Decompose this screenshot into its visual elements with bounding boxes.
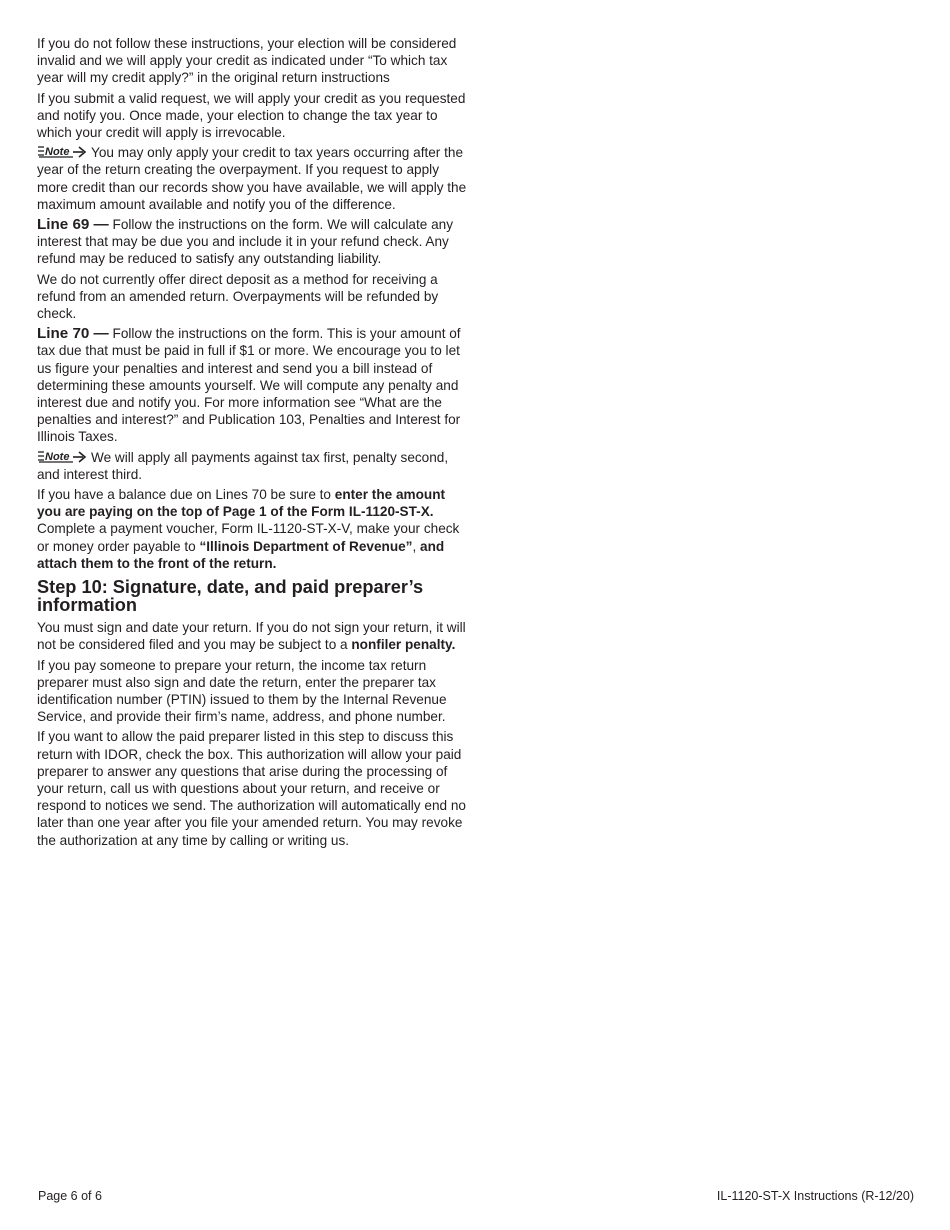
line-69-paragraph — [37, 216, 469, 268]
paragraph-valid-request: If you submit a valid request, we will apply your credit as you requested and notify you. Once made, your election to change the tax year to which your credit will apply is irrevocable. — [37, 90, 466, 141]
note-arrow-icon — [37, 144, 89, 158]
paragraph-paid-preparer: If you pay someone to prepare your return, the income tax return preparer must also sign and date the return, enter the preparer tax identification number (PTIN) issued to them by the Internal Revenue Service, and provide their firm’s name, address, and phone number. — [37, 657, 447, 725]
note-label: Note — [45, 146, 70, 159]
line-70-heading: Line 70 — — [37, 325, 109, 343]
note-credit-text: You may only apply your credit to tax years occurring after the year of the return creating the overpayment. If you request to apply more credit than our records show you have available, we will apply the maximum amount available and notify you of the difference. — [37, 145, 467, 212]
line-69-heading: Line 69 — — [37, 216, 109, 234]
page-number: Page 6 of 6 — [38, 1189, 102, 1203]
paragraph-direct-deposit: We do not currently offer direct deposit as a method for receiving a refund from an amended return. Overpayments will be refunded by check. — [37, 271, 439, 322]
paragraph-balance-due: If you have a balance due on Lines 70 be sure to enter the amount you are paying on the top of Page 1 of the Form IL-1120-ST-X. Complete a payment voucher, Form IL-1120-ST-X-V, make your check or money order payable to “Illinois Department of Revenue”, and attach them to the front of the return. — [37, 487, 460, 571]
paragraph-authorization: If you want to allow the paid preparer listed in this step to discuss this return with IDOR, check the box. This authorization will allow your paid preparer to answer any questions that arise during the processing of your return, call us with questions about your return, and receive or respond to notices we send. The authorization will automatically end no later than one year after you file your amended return. You may revoke the authorization at any time by calling or writing us. — [37, 729, 466, 848]
main-column — [37, 35, 469, 852]
paragraph-invalid-election: If you do not follow these instructions, your election will be considered invalid and we will apply your credit as indicated under “To which tax year will my credit apply?” in the original return instructions — [37, 36, 457, 86]
note-arrow-icon — [37, 449, 89, 463]
note-label: Note — [45, 450, 70, 463]
form-identifier: IL-1120-ST-X Instructions (R-12/20) — [716, 1189, 914, 1203]
line-70-text: Follow the instructions on the form. This is your amount of tax due that must be paid in full if $1 or more. We encourage you to let us figure your penalties and interest and send you a bill instead of determining these amounts yourself. We will compute any penalty and interest due and notify you. For more information see “What are the penalties and interest?” and Publication 103, Penalties and Interest for Illinois Taxes. — [37, 326, 461, 445]
note-credit — [37, 144, 469, 213]
note-payments-text: We will apply all payments against tax first, penalty second, and interest third. — [37, 449, 449, 482]
line-69-text: Follow the instructions on the form. We will calculate any interest that may be due you and include it in your refund check. Any refund may be reduced to satisfy any outstanding liability. — [37, 217, 454, 267]
step-10-heading: Step 10: Signature, date, and paid preparer’s information — [37, 577, 424, 615]
note-payments — [37, 449, 469, 483]
line-70-paragraph — [37, 325, 469, 445]
paragraph-sign-return: You must sign and date your return. If you do not sign your return, it will not be considered filed and you may be subject to a nonfiler penalty. — [37, 620, 466, 653]
